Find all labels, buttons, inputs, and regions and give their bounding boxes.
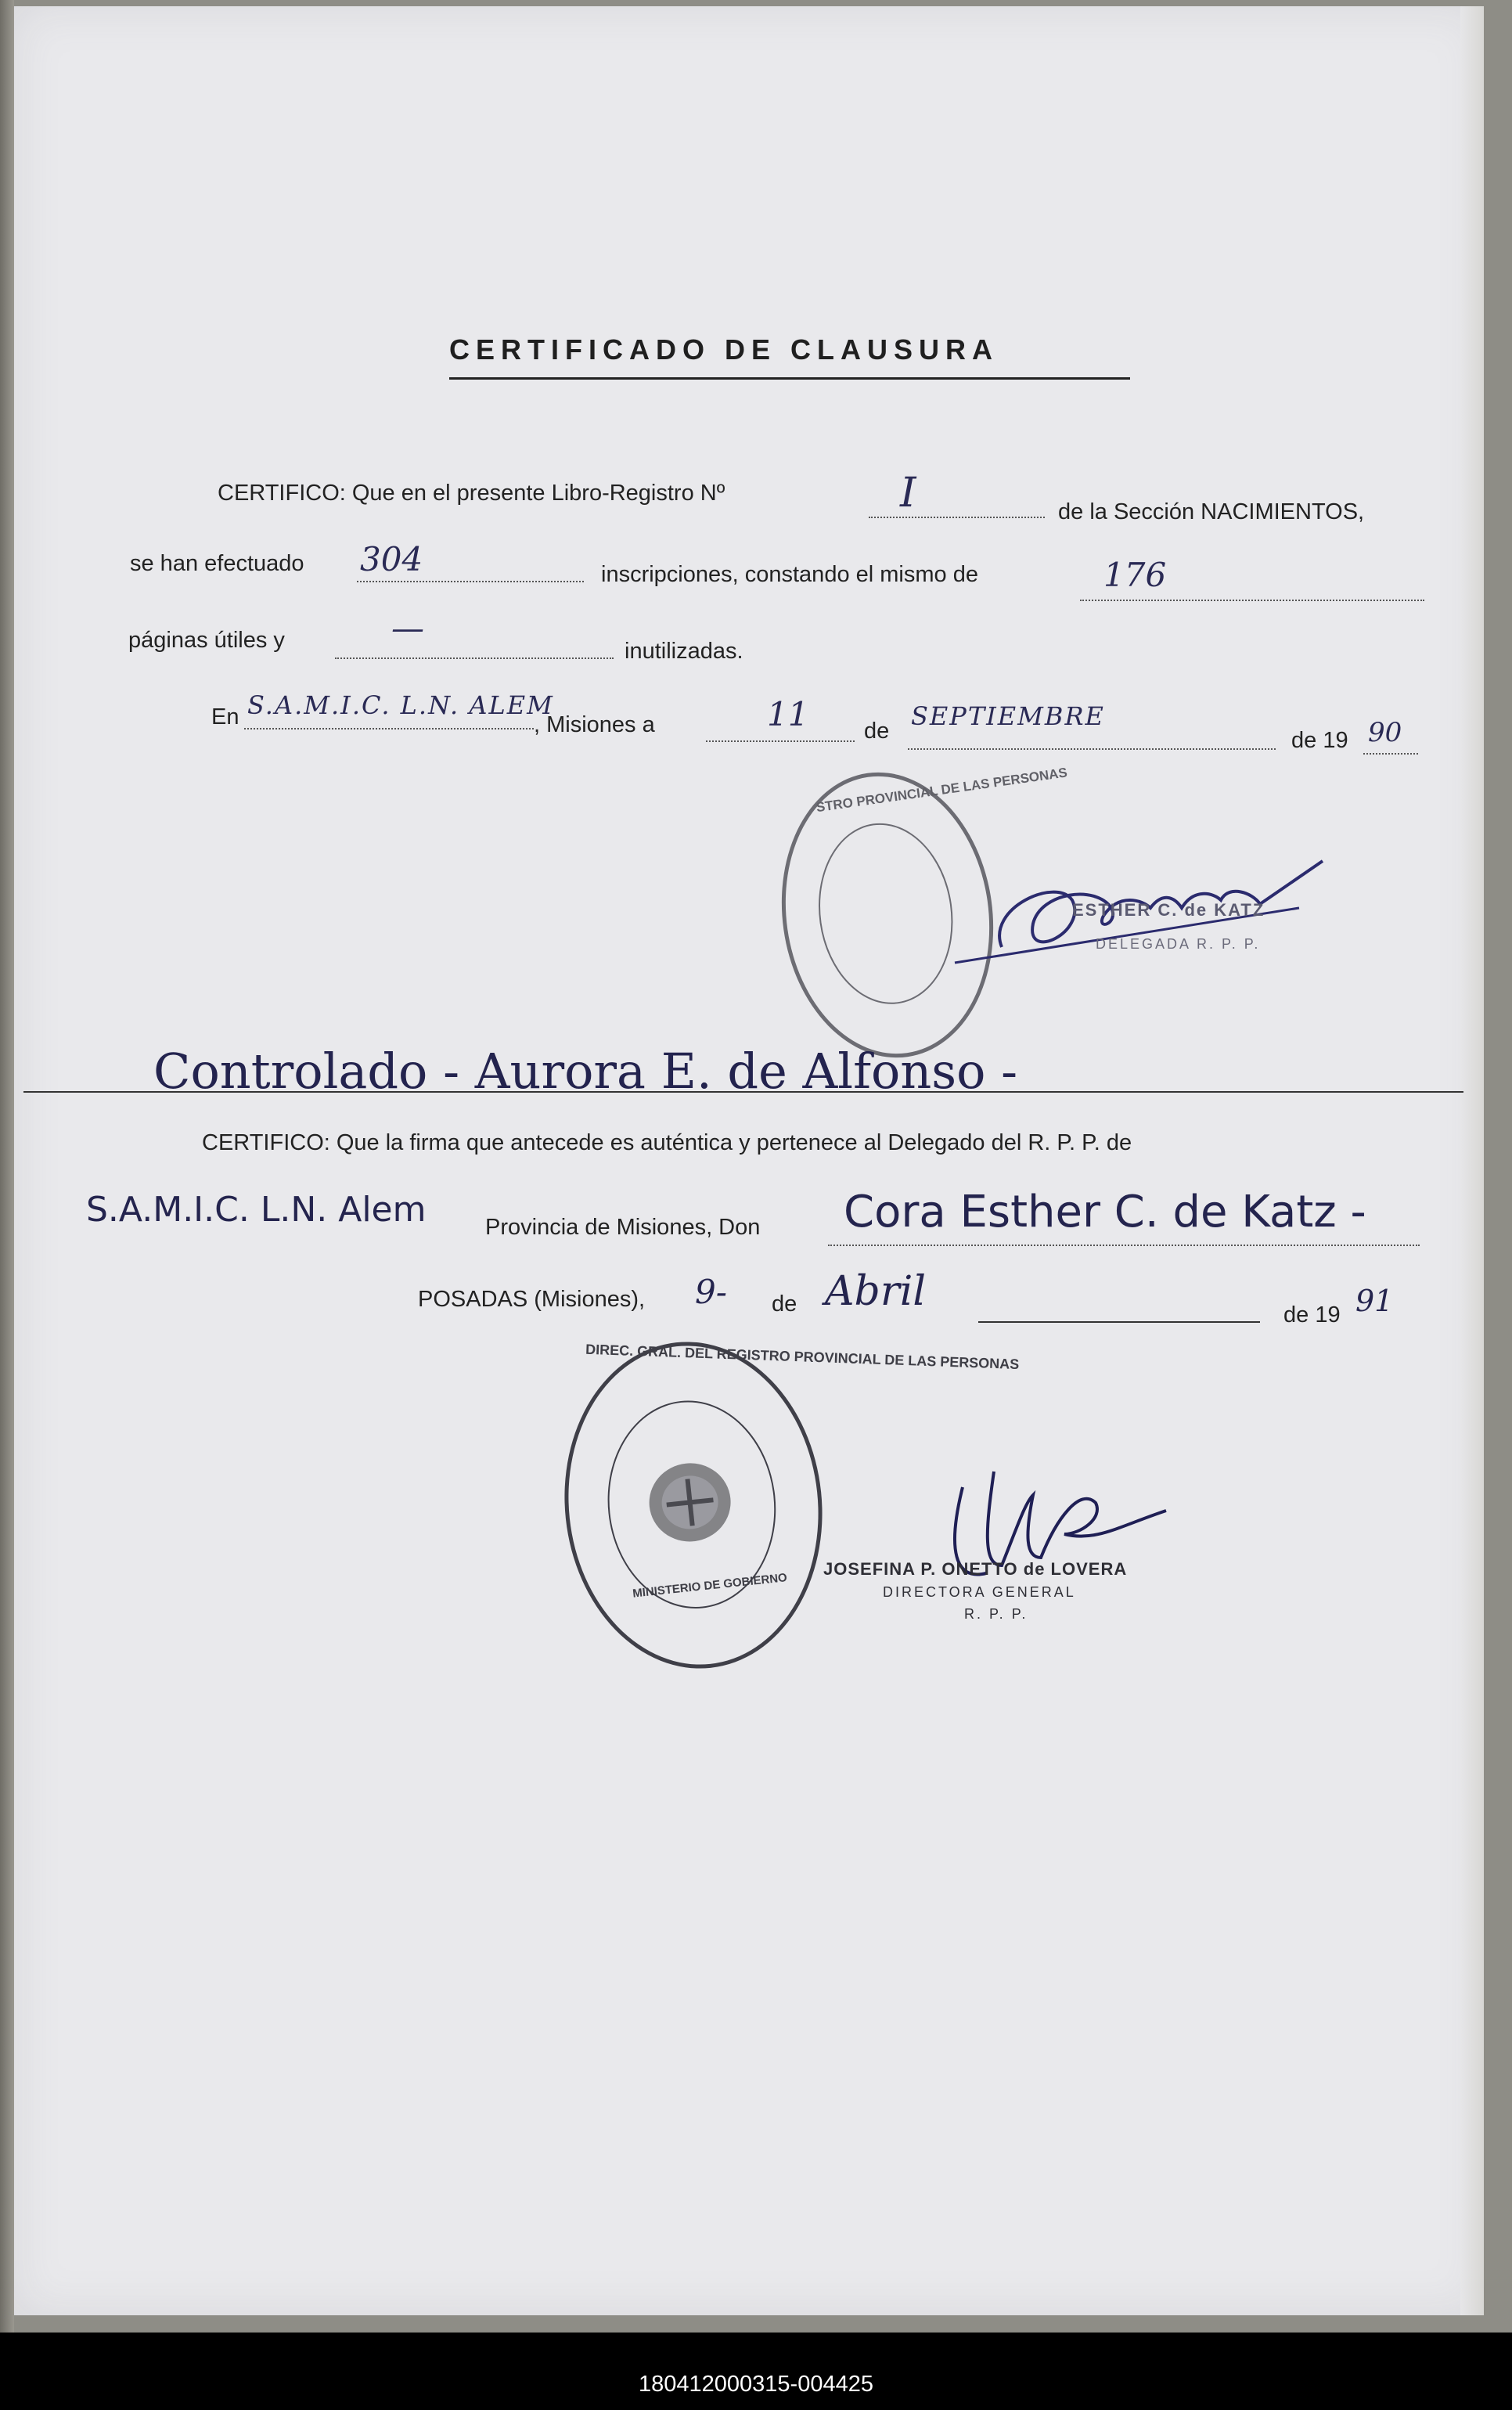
signature2-role: DIRECTORA GENERAL bbox=[883, 1584, 1076, 1600]
signature1-role: DELEGADA R. P. P. bbox=[1096, 936, 1261, 952]
cert2-line1: CERTIFICO: Que la firma que antecede es auténtica y pertenece al Delegado del R. P. P. de bbox=[202, 1130, 1132, 1155]
page-edge bbox=[1460, 6, 1484, 2315]
anio-line bbox=[1363, 753, 1418, 755]
cert1-misiones: , Misiones a bbox=[534, 712, 655, 737]
cert2-anio: 91 bbox=[1355, 1284, 1394, 1318]
title-underline bbox=[449, 377, 1130, 380]
mes-line bbox=[908, 748, 1276, 750]
inutilizadas-line bbox=[335, 657, 614, 659]
signature2-name: JOSEFINA P. ONETTO de LOVERA bbox=[823, 1559, 1128, 1579]
lugar-value: S.A.M.I.C. L.N. ALEM bbox=[247, 690, 554, 720]
anio-value: 90 bbox=[1368, 717, 1402, 748]
stamp-delegacion-text: STRO PROVINCIAL DE LAS PERSONAS bbox=[815, 765, 1068, 816]
dia-line bbox=[706, 740, 855, 742]
cert2-line3-prefix: POSADAS (Misiones), bbox=[418, 1287, 646, 1312]
paginas-line bbox=[1080, 600, 1424, 601]
inutilizadas-value: — bbox=[391, 609, 424, 647]
paginas-value: 176 bbox=[1103, 556, 1167, 594]
cert1-en: En bbox=[211, 704, 239, 729]
nombre-line bbox=[828, 1245, 1420, 1246]
mes-value: SEPTIEMBRE bbox=[911, 701, 1105, 731]
cert1-line1-prefix: CERTIFICO: Que en el presente Libro-Registro Nº bbox=[218, 481, 725, 506]
stamp-direccion-inner-text: MINISTERIO DE GOBIERNO bbox=[632, 1571, 788, 1601]
signature1-name: ESTHER C. de KATZ bbox=[1072, 900, 1265, 920]
cert1-line2-middle: inscripciones, constando el mismo de bbox=[601, 562, 978, 587]
cert1-de: de bbox=[864, 719, 890, 744]
dia-value: 11 bbox=[767, 695, 809, 733]
cert2-line2-middle: Provincia de Misiones, Don bbox=[485, 1215, 761, 1240]
cert2-de-anio: de 19 bbox=[1283, 1302, 1341, 1327]
controlado-handwriting: Controlado - Aurora E. de Alfonso - bbox=[153, 1043, 1018, 1100]
libro-numero-line bbox=[869, 517, 1045, 518]
signature2-org: R. P. P. bbox=[964, 1606, 1028, 1622]
cert2-dia: 9- bbox=[695, 1273, 727, 1311]
footer-id: 180412000315-004425 bbox=[639, 2372, 873, 2397]
cert1-line3-suffix: inutilizadas. bbox=[625, 639, 743, 664]
cert1-de-anio: de 19 bbox=[1291, 728, 1348, 753]
document-title: CERTIFICADO DE CLAUSURA bbox=[449, 333, 999, 366]
cert2-lugar: S.A.M.I.C. L.N. Alem bbox=[86, 1190, 427, 1230]
stamp-direccion-ring-text: DIREC. GRAL. DEL REGISTRO PROVINCIAL DE LAS PERSONAS bbox=[585, 1341, 1020, 1373]
lugar-line bbox=[244, 728, 534, 729]
cert2-nombre: Cora Esther C. de Katz - bbox=[844, 1187, 1366, 1237]
inscripciones-value: 304 bbox=[360, 540, 423, 578]
cert1-line3-prefix: páginas útiles y bbox=[128, 628, 285, 653]
libro-numero-value: I bbox=[900, 470, 916, 517]
binding-edge bbox=[0, 0, 14, 2333]
inscripciones-line bbox=[357, 581, 584, 582]
cert1-line2-prefix: se han efectuado bbox=[130, 551, 304, 576]
coat-of-arms-icon bbox=[635, 1450, 746, 1554]
cert1-line1-suffix: de la Sección NACIMIENTOS, bbox=[1058, 499, 1365, 524]
cert2-mes: Abril bbox=[825, 1268, 926, 1315]
cert2-mes-line bbox=[978, 1321, 1260, 1323]
cert2-de: de bbox=[772, 1291, 797, 1317]
